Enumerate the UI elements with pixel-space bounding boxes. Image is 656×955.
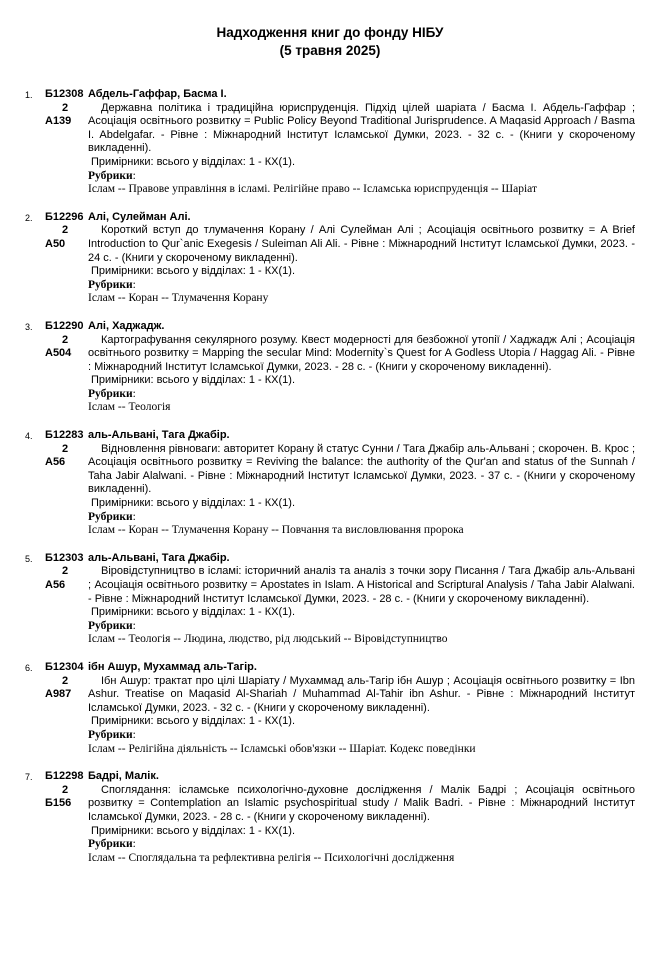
entry-subjects: Іслам -- Теологія [88,401,171,414]
call-shelf-code: Б12298 [45,770,84,783]
call-shelf-code: Б12308 [45,88,84,100]
entry-subjects: Іслам -- Коран -- Тлумачення Корану [88,292,269,305]
rubrics-label: Рубрики [88,510,133,523]
entry-copies: Примірники: всього у відділах: 1 - КХ(1). [91,155,296,168]
call-copy-digit: 2 [61,674,69,687]
entry-author: Алі, Сулейман Алі. [88,210,191,223]
entry-number: 2. [25,212,33,223]
call-shelf-code: Б12290 [45,319,84,332]
entry-author: Алі, Хаджадж. [88,319,165,332]
rubrics-line [88,620,635,634]
rubrics-line [88,838,635,852]
call-copy-digit: 2 [61,101,69,114]
entry-subjects: Іслам -- Споглядальна та рефлективна релігія -- Психологічні дослідження [88,851,455,864]
call-author-code: А987 [45,688,72,701]
rubrics-colon: : [132,387,136,400]
rubrics-colon: : [132,510,136,523]
call-author-code: А56 [45,456,66,469]
call-copy-digit: 2 [61,333,69,346]
entry-number: 1. [25,90,33,100]
entry-body [88,552,635,647]
entry-number: 5. [25,553,33,564]
catalog-entry [25,661,635,756]
entry-body [88,320,635,415]
entry-description: Короткий вступ до тлумачення Корану / Алі Сулейман Алі ; Асоціація освітнього розвитку = A Brief Introduction to Qur`anic Exegesis / Suleiman Ali Ali. - Рівне : Міжнародний Інститут Ісламської Думки, 2023. - 24 с. - (Книги у скороченому викладенні). [88,224,635,264]
entry-description: Відновлення рівноваги: авторитет Корану й статус Сунни / Тага Джабір аль-Альвані ; скорочен. В. Крос ; Асоціація освітнього розвитку = Reviving the balance: the authority of the Qur'an and status of the Sunnah / Taha Jabir Alalwani. - Рівне : Міжнародний Інститут Ісламської Думки, 2023. - 37 с. - (Книги у скороченому викладенні). [88,442,635,496]
entry-subjects: Іслам -- Релігійна діяльність -- Ісламські обов'язки -- Шаріат. Кодекс поведінки [88,742,476,755]
call-number-block [45,88,88,129]
catalog-entry [25,211,635,306]
entry-author: Абдель-Гаффар, Басма І. [88,88,227,100]
entry-number: 3. [25,321,33,332]
entry-body [88,661,635,756]
entries-list [25,88,635,865]
catalog-entry [25,770,635,865]
entry-author: аль-Альвані, Тага Джабір. [88,429,230,442]
entry-subjects: Іслам -- Теологія -- Людина, людство, рід людський -- Віровідступництво [88,633,448,646]
rubrics-label: Рубрики [88,838,133,851]
catalog-entry [25,552,635,647]
entry-author: Бадрі, Малік. [88,770,159,783]
call-number-block [45,211,88,252]
entry-description: Картографування секулярного розуму. Квест модерності для безбожної утопії / Хаджадж Алі ; Асоціація освітнього розвитку = Mapping the secular Mind: Modernity`s Quest for A Godless Utopia / Haggag Ali. - Рівне : Міжнародний Інститут Ісламської Думки, 2023. - 28 с. - (Книги у скороченому викладенні). [88,333,635,373]
call-copy-digit: 2 [61,442,69,455]
rubrics-colon: : [132,728,136,741]
entry-author: аль-Альвані, Тага Джабір. [88,551,230,564]
entry-copies: Примірники: всього у відділах: 1 - КХ(1). [91,715,296,728]
call-author-code: Б156 [45,797,72,810]
entry-description: Споглядання: ісламське психологічно-духовне дослідження / Малік Бадрі ; Асоціація освітнього розвитку = Contemplation an Islamic psychospiritual study / Malik Badri. - Рівне : Міжнародний Інститут Ісламської Думки, 2023. - 28 с. - (Книги у скороченому викладенні). [88,783,635,823]
call-number-block [45,770,88,811]
call-author-code: А56 [45,579,66,591]
entry-copies: Примірники: всього у відділах: 1 - КХ(1). [91,374,296,387]
call-copy-digit: 2 [61,224,69,237]
call-copy-digit: 2 [61,565,69,578]
title-line-2: (5 травня 2025) [279,43,381,58]
entry-copies: Примірники: всього у відділах: 1 - КХ(1). [91,265,296,278]
document-title [25,24,635,60]
rubrics-label: Рубрики [88,728,133,741]
entry-body [88,429,635,538]
rubrics-line [88,729,635,743]
entry-body [88,88,635,197]
call-author-code: А504 [45,347,72,360]
entry-author: ібн Ашур, Мухаммад аль-Тагір. [88,660,257,673]
entry-body [88,770,635,865]
rubrics-line [88,170,635,184]
rubrics-label: Рубрики [88,387,133,400]
call-copy-digit: 2 [61,783,69,796]
catalog-entry [25,320,635,415]
entry-description: Ібн Ашур: трактат про цілі Шаріату / Мухаммад аль-Тагір ібн Ашур ; Асоціація освітнього розвитку = Ibn Ashur. Treatise on Maqasid Al-Shariah / Muhammad Al-Tahir ibn Ashur. - Рівне : Міжнародний Інститут Ісламської Думки, 2023. - 32 с. - (Книги у скороченому викладенні). [88,674,635,714]
call-number-block [45,429,88,470]
call-author-code: А139 [45,115,72,128]
call-shelf-code: Б12296 [45,210,84,223]
entry-description: Державна політика і традиційна юриспруденція. Підхід цілей шаріата / Басма І. Абдель-Гаффар ; Асоціація освітнього розвитку = Public Policy Beyond Traditional Jurisprudence. A Maqasid Approach / Basma I. Abdelgafar. - Рівне : Міжнародний Інститут Ісламської Думки, 2023. - 32 с. - (Книги у скороченому викладенні). [88,101,635,155]
entry-subjects: Іслам -- Правове управління в ісламі. Релігійне право -- Ісламська юриспруденція -- Шаріат [88,183,537,196]
rubrics-colon: : [132,169,136,182]
call-shelf-code: Б12304 [45,660,84,673]
call-number-block [45,661,88,702]
entry-body [88,211,635,306]
catalog-entry [25,429,635,538]
entry-copies: Примірники: всього у відділах: 1 - КХ(1). [91,606,296,619]
title-line-1: Надходження книг до фонду НІБУ [216,25,444,40]
entry-copies: Примірники: всього у відділах: 1 - КХ(1). [91,824,296,837]
rubrics-label: Рубрики [88,278,133,291]
rubrics-label: Рубрики [88,619,133,632]
rubrics-label: Рубрики [88,169,133,182]
rubrics-line [88,511,635,525]
rubrics-colon: : [132,619,136,632]
rubrics-colon: : [132,278,136,291]
rubrics-colon: : [132,838,136,851]
entry-subjects: Іслам -- Коран -- Тлумачення Корану -- Повчання та висловлювання пророка [88,524,464,537]
entry-number: 6. [25,662,33,673]
call-shelf-code: Б12283 [45,429,84,442]
entry-number: 4. [25,431,33,442]
call-shelf-code: Б12303 [45,551,84,564]
rubrics-line [88,388,635,402]
entry-number: 7. [25,772,33,783]
call-author-code: А50 [45,237,66,250]
entry-copies: Примірники: всього у відділах: 1 - КХ(1). [91,497,296,510]
entry-description: Віровідступництво в ісламі: історичний аналіз та аналіз з точки зору Писання / Тага Джабір аль-Альвані ; Асоціація освітнього розвитку = Apostates in Islam. A Historical and Scriptural Analysis / Taha Jabir Alalwani. - Рівне : Міжнародний Інститут Ісламської Думки, 2023. - 28 с. - (Книги у скороченому викладенні). [88,565,635,605]
rubrics-line [88,279,635,293]
call-number-block [45,320,88,361]
catalog-entry [25,88,635,197]
call-number-block [45,552,88,593]
